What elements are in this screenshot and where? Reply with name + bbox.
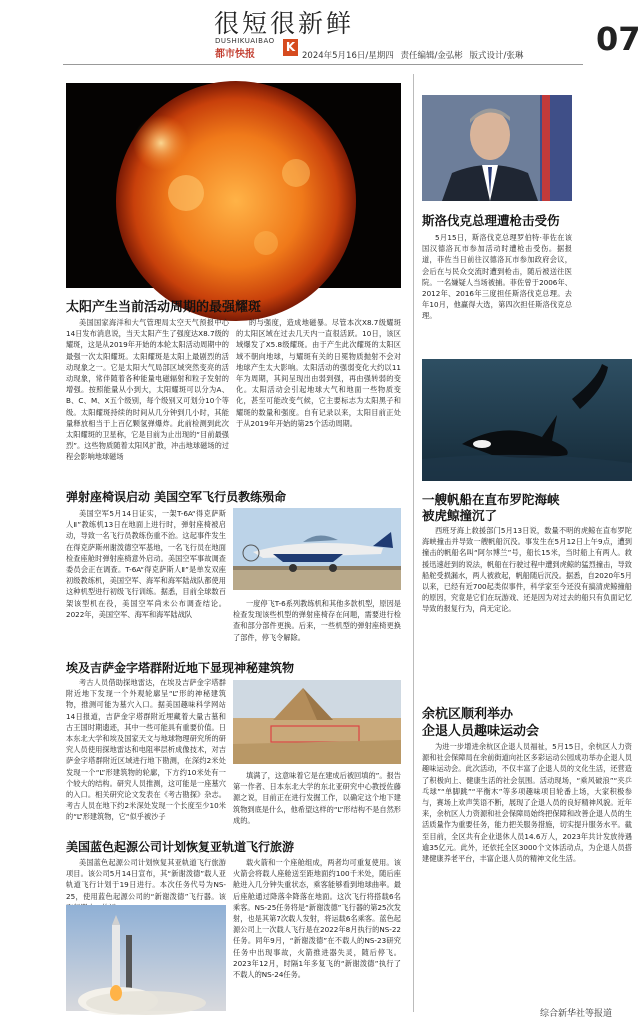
masthead — [0, 0, 644, 68]
egypt-body-col2: 填满了，这意味着它是在建成后被回填的”。报告第一作者、日本东北大学的东北亚研究中心教授佐藤源之说，目前正在进行发掘工作，以确定这个地下建筑物到底是什么，他希望这样的“L”形结构不是自然形成的。 — [233, 771, 401, 825]
page-number: 07 — [596, 20, 641, 58]
orca-photo — [422, 359, 632, 481]
column-divider — [413, 74, 414, 1012]
fico-body: 5月15日，斯洛伐克总理罗伯特·菲佐在该国汉德洛瓦市参加活动时遭枪击受伤。据报道，菲佐当日前往汉德洛瓦市参加政府会议，会后在与民众交流时遭到枪击，随后被送往医院。一名嫌疑人当场被捕。菲佐曾于2006年、2012年、2016年三度担任斯洛伐克总理。去年10月，他赢得大选，第四次担任斯洛伐克总理。 — [422, 233, 572, 321]
paper-pinyin: DUSHIKUAIBAO — [215, 37, 275, 45]
source-credit: 综合新华社等报道 — [540, 1009, 613, 1019]
orca-headline-line1: 一艘帆船在直布罗陀海峡 — [422, 492, 560, 507]
blueorigin-body-col2: 载火箭和一个座舱组成，两者均可重复使用。该火箭会将载人座舱送至距地面约100千米处，随后座舱进入几分钟失重状态，乘客能够看到地球曲率。最后座舱通过降落伞降落在地面。这次飞行将搭载6名乘客。NS-25任务将是“新谢泼德”飞行器的第25次发射，也是其第7次载人发射，将运载6名乘客。蓝色起源公司上一次载人飞行是在2022年8月执行的NS-22任务。同年9月，“新谢泼德”在不载人的NS-23研究任务中出现事故，火箭推进器失灵，随后停飞。2023年12月，时隔1年多复飞的“新谢泼德”执行了不载人的NS-24任务。 — [233, 858, 401, 980]
orca-headline-line2: 被虎鲸撞沉了 — [422, 508, 498, 523]
design-credit: 版式设计/张琳 — [469, 51, 524, 61]
aircraft-headline: 弹射座椅误启动 美国空军飞行员教练殒命 — [66, 490, 287, 504]
solar-flare-photo — [66, 83, 401, 288]
new-shepard-launch-photo — [66, 905, 226, 1011]
orca-body: 西班牙海上救援部门5月13日说，数量不明的虎鲸在直布罗陀海峡撞击并导致一艘帆船沉没。事发生在5月12日上午9点，遭到撞击的帆船名叫“阿尔博兰”号，船长15米，当时船上有两人。救援迅速赶到的说法，帆船在行驶过程中遭到虎鲸的猛烈撞击，导致船舵受损漏水，两人被救起，帆船随后沉没。据悉，自2020年5月以来，已经有近700起类似事件，科学家至今还没有搞清虎鲸撞船的原因，究竟是它们在玩游戏、还是因为对过去的船只有负面记忆导致的报复行为，尚无定论。 — [422, 526, 632, 614]
blueorigin-body-col1: 美国蓝色起源公司计划恢复其亚轨道飞行旅游项目。该公司5月14日宣布，其“新谢泼德”载人亚轨道飞行计划于19日进行。本次任务代号为NS-25，使用蓝色起源公司的“新谢泼德”飞行器。该 — [66, 858, 226, 901]
logo-k-mark: K — [283, 39, 298, 56]
paper-name: 都市快报 — [215, 49, 255, 60]
yuhang-headline-line1: 余杭区顺利举办 — [422, 707, 514, 722]
giza-pyramid-photo — [233, 680, 401, 764]
editor-credit: 责任编辑/金弘彬 — [400, 51, 463, 61]
egypt-headline: 埃及吉萨金字塔群附近地下显现神秘建筑物 — [66, 661, 295, 675]
section-title: 很短很新鲜 — [214, 9, 355, 38]
egypt-body-col1: 考古人员借助探地雷达，在埃及吉萨金字塔群附近地下发现一个外观轮廓呈“L”形的神秘建筑物，推测可能为墓穴入口。据美国趣味科学网站14日报道，吉萨金字塔群附近埋藏着大量古墓和古王国时期遗迹，其中一些可能具有重要价值。日本东北大学和埃及国家天文与地球物理研究所的研究人员使用探地雷达和电阻率层析成像技术，对吉萨金字塔群附近区域进行地下勘测，在深约2米处发现一个“L”形建筑物的轮廓，下方约10米处有一个较大的结构。研究人员推测，这可能是一座墓穴的入口。相关研究论文发表在《考古勘探》杂志。考古人员在地下约2米深处发现一个长度至少10米的“L”形建筑物，它“似乎被沙子 — [66, 678, 226, 822]
issue-meta — [302, 49, 527, 61]
solar-headline: 太阳产生当前活动周期的最强耀斑 — [66, 300, 262, 315]
fico-headline: 斯洛伐克总理遭枪击受伤 — [422, 213, 560, 228]
yuhang-headline-line2: 企退人员趣味运动会 — [422, 724, 540, 739]
orca-headline — [422, 490, 622, 520]
masthead-rule — [63, 64, 583, 65]
solar-body-col2: 的与强度，造成地磁暴。尽管本次X8.7级耀斑的太阳区域在过去几天内一直很活跃。10日，该区域爆发了X5.8级耀斑。由于产生此次耀斑的太阳区域不朝向地球，与耀斑有关的日冕物质抛射不会对地球产生太大影响。太阳活动的强弱变化大约以11年为周期，其间呈现出由弱到强，再由强转弱的变化。太阳活动会引起地球大气和地面一些物质变化，甚至可能改变气候，它主要标志为太阳黑子和耀斑的数量和强度。自有记录以来，太阳目前正处于从2019年开始的第25个活动周期。 — [236, 318, 401, 428]
aircraft-body-col2: 一度停飞T-6系列教练机和其他多款机型，原因是检查发现该些机型的弹射座椅存在问题，需要进行检查和部分部件更换。后来，一些机型的弹射座椅更换了部件，停飞令解除。 — [233, 599, 401, 642]
issue-date: 2024年5月16日/星期四 — [302, 51, 394, 61]
aircraft-body-col1: 美国空军5月14日证实，一架T-6A“得克萨斯人Ⅱ”教练机13日在地面上进行时，弹射座椅被启动，导致一名飞行员教练伤重不治。这起事件发生在得克萨斯州谢泼德空军基地，一名飞行员在地面检查座舱时弹射座椅意外启动。美国空军事故调查委员会正在调查。T-6A“得克萨斯人Ⅱ”是单发双座初级教练机，美国空军、海军和海军陆战队都使用这种机型进行初级飞行训练。据悉，目前全球数百架该型机在役，美国空军尚未公布调查结论。2022年，美国空军、海军和海军陆战队 — [66, 509, 226, 619]
solar-body-col1: 美国国家海洋和大气管理局太空天气预报中心14日发布消息说，当天太阳产生了强度达X8.7级的耀斑，这是从2019年开始的本轮太阳活动周期中的最强一次太阳耀斑。太阳耀斑是太阳上最剧烈的活动现象之一。它是太阳大气局部区域突然变亮的活动现象，常伴随着各种能量电磁辐射和粒子发射的增强。按照能量从小到大，太阳耀斑可以分为A、B、C、M、X五个级别，每个级别又可划分10个等级。太阳耀斑持续的时间从几分钟到几小时，其能量释放相当于上百亿颗氢弹爆炸。此前检测到此次太阳耀斑的卫星称，它是目前为止出现的“目前最强烈”。这些物质随着太阳风扩散，冲击地球磁场的过程会影响地球磁场 — [66, 318, 229, 462]
yuhang-body: 为进一步增进余杭区企退人员福祉，5月15日，余杭区人力资源和社会保障局在余前街道向社区多彩运动公园成功举办企退人员趣味运动会。此次活动，不仅丰富了企退人员的文化生活，还营造了积极向上、健康生活的社会氛围。活动现场，“乘风破浪”“夹乒乓球”“单脚跳”“平衡木”等多项趣味项目轮番上场，大家积极参与，赛场上欢声笑语不断，展现了企退人员的良好精神风貌。近年来，余杭区人力资源和社会保障局始终把保障和改善企退人员的生活质量作为重要任务，能力把关服务措施，切实提升服务水平。截至目前，全区共有企业退休人员14.6万人，2023年共计发放待遇逾35亿元。此外，还依托全区3000个文体活动点，为企退人员搭建健康养老平台，丰富企退人员的精神文化生活。 — [422, 742, 632, 864]
t6a-aircraft-photo — [233, 508, 401, 590]
fico-portrait-photo — [422, 95, 572, 201]
blueorigin-headline: 美国蓝色起源公司计划恢复亚轨道飞行旅游 — [66, 840, 295, 854]
